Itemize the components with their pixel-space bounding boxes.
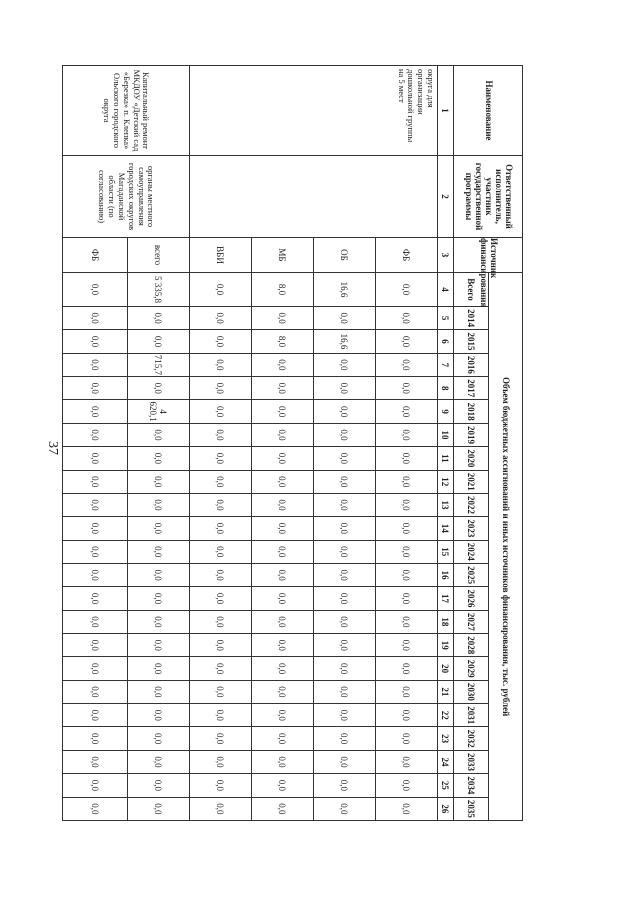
page-number: 37: [45, 441, 60, 455]
value-cell: 0,0: [376, 680, 438, 703]
value-cell: 0,0: [252, 540, 314, 563]
value-cell: 0,0: [190, 750, 252, 773]
source-cell: ФБ: [63, 238, 128, 273]
header-name: Наименование: [454, 66, 523, 156]
value-cell: 0,0: [314, 493, 376, 516]
header-year: 2028: [454, 634, 489, 657]
total-cell: 16,6: [314, 273, 376, 307]
value-cell: 0,0: [63, 704, 128, 727]
value-cell: 0,0: [128, 750, 190, 773]
value-cell: 0,0: [376, 423, 438, 446]
value-cell: 0,0: [252, 517, 314, 540]
value-cell: 0,0: [314, 657, 376, 680]
value-cell: 0,0: [190, 493, 252, 516]
value-cell: 715,7: [128, 353, 190, 376]
value-cell: 0,0: [63, 353, 128, 376]
column-number: 20: [438, 657, 454, 680]
value-cell: 0,0: [376, 307, 438, 330]
value-cell: 0,0: [63, 423, 128, 446]
table-row: [128, 66, 190, 821]
value-cell: 0,0: [190, 540, 252, 563]
value-cell: 0,0: [63, 680, 128, 703]
value-cell: 0,0: [314, 680, 376, 703]
value-cell: 0,0: [190, 563, 252, 586]
column-number: 11: [438, 447, 454, 470]
value-cell: 0,0: [128, 563, 190, 586]
value-cell: 0,0: [314, 377, 376, 400]
column-number: 14: [438, 517, 454, 540]
value-cell: 0,0: [128, 470, 190, 493]
row-name-group2: Капитальный ремонт МКДОУ «Детский сад «Березка» п. Клепка» Ольского городского округа: [63, 66, 190, 156]
column-number: 23: [438, 727, 454, 750]
header-year: 2015: [454, 330, 489, 353]
value-cell: 0,0: [63, 797, 128, 821]
value-cell: 0,0: [314, 517, 376, 540]
value-cell: 0,0: [190, 330, 252, 353]
value-cell: 0,0: [376, 704, 438, 727]
source-cell: МБ: [252, 238, 314, 273]
value-cell: 0,0: [252, 750, 314, 773]
value-cell: 0,0: [128, 704, 190, 727]
value-cell: 0,0: [376, 657, 438, 680]
header-year: 2016: [454, 353, 489, 376]
value-cell: 0,0: [376, 610, 438, 633]
value-cell: 0,0: [314, 540, 376, 563]
value-cell: 0,0: [190, 680, 252, 703]
value-cell: 0,0: [190, 470, 252, 493]
value-cell: 0,0: [128, 587, 190, 610]
row-executor-group2: органы местного самоуправления городских округов Магаданской области (по согласованию): [63, 156, 190, 238]
value-cell: 0,0: [252, 774, 314, 797]
value-cell: 0,0: [376, 353, 438, 376]
value-cell: 0,0: [252, 353, 314, 376]
header-year: 2022: [454, 493, 489, 516]
value-cell: 0,0: [314, 447, 376, 470]
value-cell: 0,0: [314, 774, 376, 797]
column-number: 3: [438, 238, 454, 273]
value-cell: 0,0: [190, 704, 252, 727]
value-cell: 0,0: [252, 797, 314, 821]
value-cell: 0,0: [190, 774, 252, 797]
value-cell: 0,0: [128, 727, 190, 750]
source-cell: всего: [128, 238, 190, 273]
value-cell: 0,0: [314, 400, 376, 423]
column-number: 18: [438, 610, 454, 633]
header-executor: Ответственный исполнитель, участник государственной программы: [454, 156, 523, 238]
source-cell: ОБ: [314, 238, 376, 273]
value-cell: 0,0: [128, 774, 190, 797]
value-cell: 0,0: [63, 517, 128, 540]
header-year: 2023: [454, 517, 489, 540]
value-cell: 0,0: [314, 423, 376, 446]
value-cell: 0,0: [190, 400, 252, 423]
value-cell: 0,0: [63, 470, 128, 493]
value-cell: 0,0: [252, 377, 314, 400]
value-cell: 0,0: [63, 750, 128, 773]
value-cell: 0,0: [190, 517, 252, 540]
value-cell: 0,0: [314, 610, 376, 633]
value-cell: 0,0: [128, 517, 190, 540]
column-number: 5: [438, 307, 454, 330]
header-year: 2025: [454, 563, 489, 586]
value-cell: 0,0: [252, 447, 314, 470]
value-cell: 0,0: [376, 727, 438, 750]
value-cell: 0,0: [63, 727, 128, 750]
value-cell: 0,0: [128, 680, 190, 703]
value-cell: 0,0: [63, 657, 128, 680]
column-number: 7: [438, 353, 454, 376]
value-cell: 0,0: [128, 797, 190, 821]
header-year: 2019: [454, 423, 489, 446]
column-number: 2: [438, 156, 454, 238]
value-cell: 0,0: [314, 634, 376, 657]
header-year: 2029: [454, 657, 489, 680]
value-cell: 0,0: [252, 400, 314, 423]
column-number: 24: [438, 750, 454, 773]
value-cell: 0,0: [190, 587, 252, 610]
value-cell: 0,0: [128, 377, 190, 400]
column-number: 19: [438, 634, 454, 657]
value-cell: 0,0: [128, 423, 190, 446]
value-cell: 0,0: [128, 447, 190, 470]
value-cell: 0,0: [128, 307, 190, 330]
budget-table: [62, 65, 523, 821]
source-cell: ВБИ: [190, 238, 252, 273]
header-year: 2033: [454, 750, 489, 773]
value-cell: 0,0: [63, 563, 128, 586]
value-cell: 8,0: [252, 330, 314, 353]
column-number: 8: [438, 377, 454, 400]
value-cell: 0,0: [376, 470, 438, 493]
value-cell: 0,0: [252, 727, 314, 750]
value-cell: 0,0: [63, 540, 128, 563]
value-cell: 0,0: [190, 657, 252, 680]
total-cell: 5 335,8: [128, 273, 190, 307]
value-cell: 0,0: [376, 587, 438, 610]
value-cell: 0,0: [63, 330, 128, 353]
value-cell: 0,0: [63, 587, 128, 610]
column-number: 4: [438, 273, 454, 307]
value-cell: 0,0: [252, 587, 314, 610]
value-cell: 0,0: [252, 470, 314, 493]
value-cell: 0,0: [376, 517, 438, 540]
value-cell: 0,0: [314, 704, 376, 727]
column-number: 12: [438, 470, 454, 493]
total-cell: 0,0: [190, 273, 252, 307]
value-cell: 0,0: [376, 563, 438, 586]
value-cell: 0,0: [252, 704, 314, 727]
header-year: 2024: [454, 540, 489, 563]
value-cell: 0,0: [314, 307, 376, 330]
value-cell: 0,0: [190, 353, 252, 376]
value-cell: 0,0: [190, 797, 252, 821]
total-cell: 0,0: [63, 273, 128, 307]
column-number: 1: [438, 66, 454, 156]
value-cell: 0,0: [190, 447, 252, 470]
value-cell: 0,0: [190, 610, 252, 633]
header-volume: Объем бюджетных ассигнований и иных источников финансирования, тыс. рублей: [489, 273, 523, 821]
value-cell: 0,0: [128, 540, 190, 563]
value-cell: 0,0: [63, 493, 128, 516]
value-cell: 0,0: [252, 307, 314, 330]
value-cell: 0,0: [252, 610, 314, 633]
value-cell: 0,0: [128, 493, 190, 516]
value-cell: 0,0: [376, 750, 438, 773]
value-cell: 0,0: [63, 610, 128, 633]
row-name-group1: округа для организации дошкольной группы на 5 мест: [190, 66, 438, 156]
header-year: 2026: [454, 587, 489, 610]
header-year: 2035: [454, 797, 489, 821]
value-cell: 0,0: [314, 563, 376, 586]
column-number: 15: [438, 540, 454, 563]
column-number: 21: [438, 680, 454, 703]
value-cell: 0,0: [128, 657, 190, 680]
value-cell: 0,0: [314, 587, 376, 610]
column-number: 17: [438, 587, 454, 610]
header-year: 2018: [454, 400, 489, 423]
source-cell: ФБ: [376, 238, 438, 273]
value-cell: 0,0: [314, 353, 376, 376]
value-cell: 0,0: [128, 610, 190, 633]
value-cell: 0,0: [190, 423, 252, 446]
total-cell: 0,0: [376, 273, 438, 307]
value-cell: 0,0: [190, 377, 252, 400]
header-year: 2032: [454, 727, 489, 750]
value-cell: 0,0: [63, 634, 128, 657]
value-cell: 0,0: [63, 400, 128, 423]
value-cell: 0,0: [190, 307, 252, 330]
value-cell: 0,0: [252, 493, 314, 516]
header-total: Всего: [454, 273, 489, 307]
value-cell: 0,0: [376, 400, 438, 423]
header-year: 2027: [454, 610, 489, 633]
value-cell: 0,0: [376, 330, 438, 353]
header-year: 2034: [454, 774, 489, 797]
value-cell: 0,0: [314, 750, 376, 773]
value-cell: 0,0: [252, 657, 314, 680]
value-cell: 0,0: [63, 447, 128, 470]
value-cell: 0,0: [314, 797, 376, 821]
value-cell: 0,0: [63, 307, 128, 330]
header-year: 2017: [454, 377, 489, 400]
column-number: 22: [438, 704, 454, 727]
value-cell: 0,0: [252, 634, 314, 657]
value-cell: 0,0: [63, 377, 128, 400]
value-cell: 0,0: [376, 797, 438, 821]
value-cell: 0,0: [128, 330, 190, 353]
value-cell: 0,0: [376, 774, 438, 797]
value-cell: 0,0: [190, 727, 252, 750]
value-cell: 0,0: [190, 634, 252, 657]
value-cell: 0,0: [376, 634, 438, 657]
value-cell: 0,0: [376, 540, 438, 563]
column-number: 9: [438, 400, 454, 423]
column-number: 6: [438, 330, 454, 353]
value-cell: 0,0: [376, 377, 438, 400]
header-year: 2021: [454, 470, 489, 493]
value-cell: 16,6: [314, 330, 376, 353]
total-cell: 8,0: [252, 273, 314, 307]
value-cell: 0,0: [252, 680, 314, 703]
value-cell: 0,0: [376, 493, 438, 516]
header-year: 2020: [454, 447, 489, 470]
value-cell: 0,0: [128, 634, 190, 657]
table-row: [376, 66, 438, 821]
value-cell: 0,0: [63, 774, 128, 797]
value-cell: 0,0: [314, 470, 376, 493]
column-number: 26: [438, 797, 454, 821]
row-executor-group1: [190, 156, 438, 238]
column-number: 16: [438, 563, 454, 586]
value-cell: 4 620,1: [128, 400, 190, 423]
value-cell: 0,0: [252, 563, 314, 586]
column-number: 10: [438, 423, 454, 446]
column-number: 13: [438, 493, 454, 516]
column-number: 25: [438, 774, 454, 797]
budget-table-sheet: [63, 65, 523, 820]
header-year: 2014: [454, 307, 489, 330]
value-cell: 0,0: [376, 447, 438, 470]
header-source: Источник финансирования: [454, 238, 523, 273]
header-year: 2031: [454, 704, 489, 727]
value-cell: 0,0: [252, 423, 314, 446]
value-cell: 0,0: [314, 727, 376, 750]
header-year: 2030: [454, 680, 489, 703]
